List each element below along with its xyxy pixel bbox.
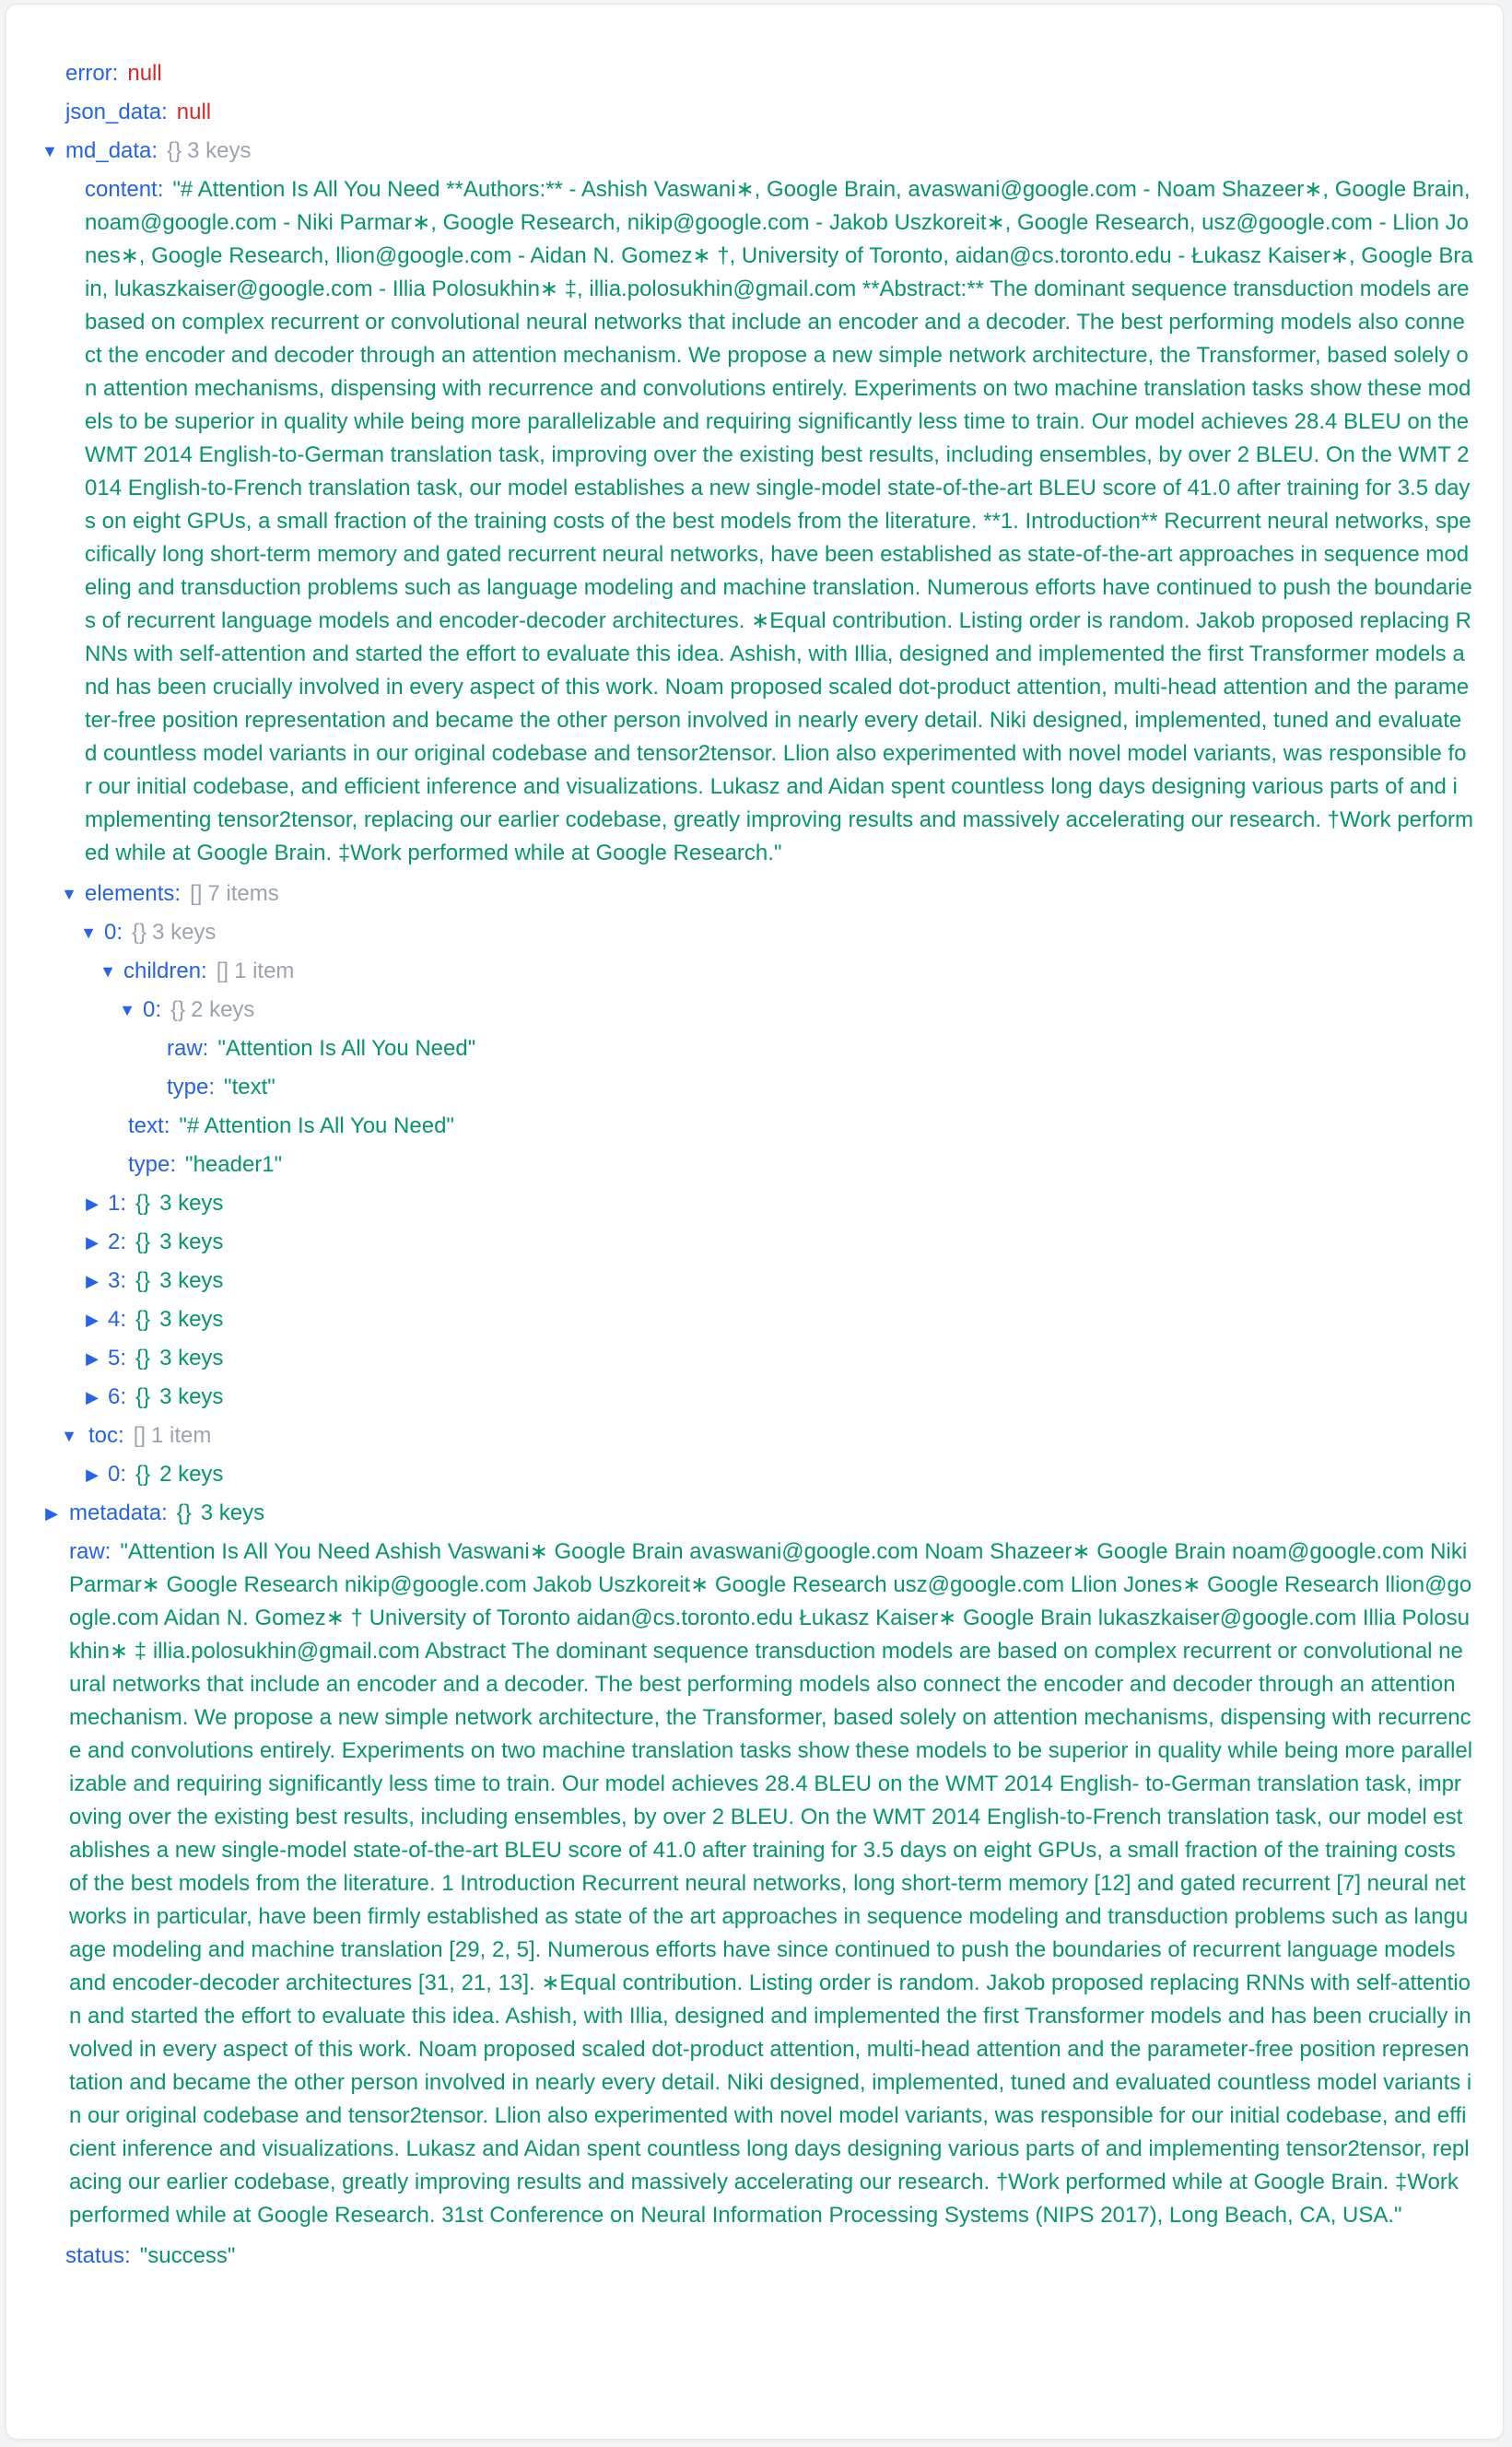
json-node-element-5[interactable]: ▶ 5: {} 3 keys	[6, 1339, 1499, 1378]
child-count: 2 keys	[159, 1462, 224, 1487]
json-string-value: "Attention Is All You Need Ashish Vaswani∗ Google Brain avaswani@google.com Noam Shazeer∗ Google Brain noam@google.com Niki Parmar∗ Google Research nikip@google.com Jakob Uszkoreit∗ Google Research usz@google.com Llion Jones∗ Google Research llion@google.com Aidan N. Gomez∗ † University of Toronto aidan@cs.toronto.edu Łukasz Kaiser∗ Google Brain lukaszkaiser@google.com Illia Polosukhin∗ ‡ illia.polosukhin@gmail.com Abstract The dominant sequence transduction models are based on complex recurrent or convolutional neural networks that include an encoder and a decoder. The best performing models also connect the encoder and decoder through an attention mechanism. We propose a new simple network architecture, the Transformer, based solely on attention mechanisms, dispensing with recurrence and convolutions entirely. Experiments on two machine translation tasks show these models to be superior in quality while being more parallelizable and requiring significantly less time to train. Our model achieves 28.4 BLEU on the WMT 2014 English- to-German translation task, improving over the existing best results, including ensembles, by over 2 BLEU. On the WMT 2014 English-to-French translation task, our model establishes a new single-model state-of-the-art BLEU score of 41.0 after training for 3.5 days on eight GPUs, a small fraction of the training costs of the best models from the literature. 1 Introduction Recurrent neural networks, long short-term memory [12] and gated recurrent [7] neural networks in particular, have been firmly established as state of the art approaches in sequence modeling and transduction problems such as language modeling and machine translation [29, 2, 5]. Numerous efforts have since continued to push the boundaries of recurrent language models and encoder-decoder architectures [31, 21, 13]. ∗Equal contribution. Listing order is random. Jakob proposed replacing RNNs with self-attention and started the effort to evaluate this idea. Ashish, with Illia, designed and implemented the first Transformer models and has been crucially involved in every aspect of this work. Noam proposed scaled dot-product attention, multi-head attention and the parameter-free position representation and became the other person involved in nearly every detail. Niki designed, implemented, tuned and evaluated countless model variants in our original codebase and tensor2tensor. Llion also experimented with novel model variants, was responsible for our initial codebase, and efficient inference and visualizations. Lukasz and Aidan spent countless long days designing various parts of and implementing tensor2tensor, replacing our earlier codebase, greatly improving results and massively accelerating our research. †Work performed while at Google Brain. ‡Work performed while at Google Research. 31st Conference on Neural Information Processing Systems (NIPS 2017), Long Beach, CA, USA."	[69, 1539, 1473, 2228]
child-count: 3 keys	[159, 1346, 224, 1371]
child-count: 2 keys	[191, 997, 255, 1022]
json-node-toc[interactable]: ▼ toc: [] 1 item	[6, 1417, 1499, 1455]
caret-right-icon[interactable]: ▶	[45, 1504, 58, 1523]
child-count: 3 keys	[159, 1229, 224, 1254]
json-node-element-0[interactable]: ▼ 0: {} 3 keys	[6, 913, 1499, 952]
caret-down-icon[interactable]: ▼	[41, 142, 58, 160]
json-string-value: "header1"	[185, 1152, 283, 1177]
json-key: 1	[108, 1191, 121, 1216]
json-string-value: "text"	[224, 1075, 275, 1100]
json-node-child-0[interactable]: ▼ 0: {} 2 keys	[6, 991, 1499, 1029]
json-row-raw: raw: "Attention Is All You Need Ashish Vaswani∗ Google Brain avaswani@google.com Noam Shazeer∗ Google Brain noam@google.com Niki Parmar∗ Google Research nikip@google.com Jakob Uszkoreit∗ Google Research usz@google.com Llion Jones∗ Google Research llion@google.com Aidan N. Gomez∗ † University of Toronto aidan@cs.toronto.edu Łukasz Kaiser∗ Google Brain lukaszkaiser@google.com Illia Polosukhin∗ ‡ illia.polosukhin@gmail.com Abstract The dominant sequence transduction models are based on complex recurrent or convolutional neural networks that include an encoder and a decoder. The best performing models also connect the encoder and decoder through an attention mechanism. We propose a new simple network architecture, the Transformer, based solely on attention mechanisms, dispensing with recurrence and convolutions entirely. Experiments on two machine translation tasks show these models to be superior in quality while being more parallelizable and requiring significantly less time to train. Our model achieves 28.4 BLEU on the WMT 2014 English- to-German translation task, improving over the existing best results, including ensembles, by over 2 BLEU. On the WMT 2014 English-to-French translation task, our model establishes a new single-model state-of-the-art BLEU score of 41.0 after training for 3.5 days on eight GPUs, a small fraction of the training costs of the best models from the literature. 1 Introduction Recurrent neural networks, long short-term memory [12] and gated recurrent [7] neural networks in particular, have been firmly established as state of the art approaches in sequence modeling and transduction problems such as language modeling and machine translation [29, 2, 5]. Numerous efforts have since continued to push the boundaries of recurrent language models and encoder-decoder architectures [31, 21, 13]. ∗Equal contribution. Listing order is random. Jakob proposed replacing RNNs with self-attention and started the effort to evaluate this idea. Ashish, with Illia, designed and implemented the first Transformer models and has been crucially involved in every aspect of this work. Noam proposed scaled dot-product attention, multi-head attention and the parameter-free position representation and became the other person involved in nearly every detail. Niki designed, implemented, tuned and evaluated countless model variants in our original codebase and tensor2tensor. Llion also experimented with novel model variants, was responsible for our initial codebase, and efficient inference and visualizations. Lukasz and Aidan spent countless long days designing various parts of and implementing tensor2tensor, replacing our earlier codebase, greatly improving results and massively accelerating our research. †Work performed while at Google Brain. ‡Work performed while at Google Research. 31st Conference on Neural Information Processing Systems (NIPS 2017), Long Beach, CA, USA."	[69, 1539, 1473, 2228]
json-string-value: "# Attention Is All You Need **Authors:** - Ashish Vaswani∗, Google Brain, avaswani@google.com - Noam Shazeer∗, Google Brain, noam@google.com - Niki Parmar∗, Google Research, nikip@google.com - Jakob Uszkoreit∗, Google Research, usz@google.com - Llion Jones∗, Google Research, llion@google.com - Aidan N. Gomez∗ †, University of Toronto, aidan@cs.toronto.edu - Łukasz Kaiser∗, Google Brain, lukaszkaiser@google.com - Illia Polosukhin∗ ‡, illia.polosukhin@gmail.com **Abstract:** The dominant sequence transduction models are based on complex recurrent or convolutional neural networks that include an encoder and a decoder. The best performing models also connect the encoder and decoder through an attention mechanism. We propose a new simple network architecture, the Transformer, based solely on attention mechanisms, dispensing with recurrence and convolutions entirely. Experiments on two machine translation tasks show these models to be superior in quality while being more parallelizable and requiring significantly less time to train. Our model achieves 28.4 BLEU on the WMT 2014 English-to-German translation task, improving over the existing best results, including ensembles, by over 2 BLEU. On the WMT 2014 English-to-French translation task, our model establishes a new single-model state-of-the-art BLEU score of 41.0 after training for 3.5 days on eight GPUs, a small fraction of the training costs of the best models from the literature. **1. Introduction** Recurrent neural networks, specifically long short-term memory and gated recurrent neural networks, have been established as state-of-the-art approaches in sequence modeling and transduction problems such as language modeling and machine translation. Numerous efforts have continued to push the boundaries of recurrent language models and encoder-decoder architectures. ∗Equal contribution. Listing order is random. Jakob proposed replacing RNNs with self-attention and started the effort to evaluate this idea. Ashish, with Illia, designed and implemented the first Transformer models and has been crucially involved in every aspect of this work. Noam proposed scaled dot-product attention, multi-head attention and the parameter-free position representation and became the other person involved in nearly every detail. Niki designed, implemented, tuned and evaluated countless model variants in our original codebase and tensor2tensor. Llion also experimented with novel model variants, was responsible for our initial codebase, and efficient inference and visualizations. Lukasz and Aidan spent countless long days designing various parts of and implementing tensor2tensor, replacing our earlier codebase, greatly improving results and massively accelerating our research. †Work performed while at Google Brain. ‡Work performed while at Google Research."	[85, 177, 1473, 865]
json-node-md-data[interactable]: ▼ md_data: {} 3 keys	[6, 132, 1499, 171]
json-node-element-6[interactable]: ▶ 6: {} 3 keys	[6, 1378, 1499, 1417]
json-tree	[6, 54, 1499, 2276]
object-brace: {}	[176, 1500, 192, 1525]
caret-right-icon[interactable]: ▶	[86, 1272, 99, 1290]
caret-down-icon[interactable]: ▼	[100, 962, 116, 981]
child-count: 1 item	[234, 959, 295, 983]
json-row-error: error: null	[65, 61, 162, 86]
json-key: md_data	[65, 138, 152, 163]
child-count: 3 keys	[200, 1500, 265, 1525]
child-count: 3 keys	[159, 1384, 224, 1409]
json-key: metadata	[69, 1500, 162, 1525]
caret-down-icon[interactable]: ▼	[61, 1427, 77, 1445]
json-row-type: type: "header1"	[128, 1152, 283, 1177]
json-row-text: text: "# Attention Is All You Need"	[128, 1113, 454, 1138]
json-key: elements	[85, 881, 175, 906]
child-count: 3 keys	[159, 1191, 224, 1216]
json-node-children[interactable]: ▼ children: [] 1 item	[6, 952, 1499, 991]
child-count: 3 keys	[152, 920, 217, 945]
caret-right-icon[interactable]: ▶	[86, 1349, 99, 1368]
json-key: text	[128, 1113, 164, 1138]
json-row-type: type: "text"	[167, 1075, 275, 1100]
json-node-elements[interactable]: ▼ elements: [] 7 items	[6, 875, 1499, 913]
json-node-element-3[interactable]: ▶ 3: {} 3 keys	[6, 1262, 1499, 1300]
object-brace: {}	[135, 1346, 151, 1371]
child-count: 3 keys	[187, 138, 252, 163]
json-key: 0	[108, 1462, 121, 1487]
json-key: 3	[108, 1268, 121, 1293]
caret-down-icon[interactable]: ▼	[61, 885, 77, 903]
json-key: children	[123, 959, 202, 983]
json-key: type	[167, 1075, 209, 1100]
json-key: type	[128, 1152, 170, 1177]
object-brace: {}	[135, 1462, 151, 1487]
json-string-value: "Attention Is All You Need"	[217, 1036, 476, 1061]
json-key: 4	[108, 1307, 121, 1332]
json-key: 0	[143, 997, 156, 1022]
json-string-value: "# Attention Is All You Need"	[179, 1113, 454, 1138]
caret-right-icon[interactable]: ▶	[86, 1388, 99, 1406]
json-key: content	[85, 177, 158, 202]
caret-down-icon[interactable]: ▼	[119, 1001, 135, 1019]
caret-down-icon[interactable]: ▼	[80, 924, 97, 942]
json-string-value: "success"	[139, 2243, 236, 2268]
json-key: raw	[167, 1036, 203, 1061]
child-count: 3 keys	[159, 1268, 224, 1293]
json-key: 5	[108, 1346, 121, 1371]
object-brace: {}	[135, 1191, 151, 1216]
json-viewer-panel	[6, 4, 1504, 2440]
caret-right-icon[interactable]: ▶	[86, 1194, 99, 1213]
json-node-element-2[interactable]: ▶ 2: {} 3 keys	[6, 1223, 1499, 1262]
object-brace: {}	[135, 1268, 151, 1293]
caret-right-icon[interactable]: ▶	[86, 1311, 99, 1329]
json-node-toc-0[interactable]: ▶ 0: {} 2 keys	[6, 1455, 1499, 1494]
json-key: 0	[104, 920, 117, 945]
caret-right-icon[interactable]: ▶	[86, 1233, 99, 1252]
json-key: 6	[108, 1384, 121, 1409]
json-key: toc	[88, 1423, 119, 1448]
json-null-value: null	[176, 100, 212, 124]
json-node-element-1[interactable]: ▶ 1: {} 3 keys	[6, 1184, 1499, 1223]
array-brace: []	[133, 1423, 147, 1448]
json-key: status	[65, 2243, 125, 2268]
json-key: error	[65, 61, 112, 86]
json-row-json-data: json_data: null	[65, 100, 212, 124]
object-brace: {}	[135, 1307, 151, 1332]
json-node-element-4[interactable]: ▶ 4: {} 3 keys	[6, 1300, 1499, 1339]
child-count: 7 items	[207, 881, 279, 906]
json-node-metadata[interactable]: ▶ metadata: {} 3 keys	[6, 1494, 1499, 1533]
child-count: 1 item	[151, 1423, 212, 1448]
child-count: 3 keys	[159, 1307, 224, 1332]
object-brace: {}	[170, 997, 186, 1022]
json-row-content: content: "# Attention Is All You Need **Authors:** - Ashish Vaswani∗, Google Brain, avaswani@google.com - Noam Shazeer∗, Google Brain, noam@google.com - Niki Parmar∗, Google Research, nikip@google.com - Jakob Uszkoreit∗, Google Research, usz@google.com - Llion Jones∗, Google Research, llion@google.com - Aidan N. Gomez∗ †, University of Toronto, aidan@cs.toronto.edu - Łukasz Kaiser∗, Google Brain, lukaszkaiser@google.com - Illia Polosukhin∗ ‡, illia.polosukhin@gmail.com **Abstract:** The dominant sequence transduction models are based on complex recurrent or convolutional neural networks that include an encoder and a decoder. The best performing models also connect the encoder and decoder through an attention mechanism. We propose a new simple network architecture, the Transformer, based solely on attention mechanisms, dispensing with recurrence and convolutions entirely. Experiments on two machine translation tasks show these models to be superior in quality while being more parallelizable and requiring significantly less time to train. Our model achieves 28.4 BLEU on the WMT 2014 English-to-German translation task, improving over the existing best results, including ensembles, by over 2 BLEU. On the WMT 2014 English-to-French translation task, our model establishes a new single-model state-of-the-art BLEU score of 41.0 after training for 3.5 days on eight GPUs, a small fraction of the training costs of the best models from the literature. **1. Introduction** Recurrent neural networks, specifically long short-term memory and gated recurrent neural networks, have been established as state-of-the-art approaches in sequence modeling and transduction problems such as language modeling and machine translation. Numerous efforts have continued to push the boundaries of recurrent language models and encoder-decoder architectures. ∗Equal contribution. Listing order is random. Jakob proposed replacing RNNs with self-attention and started the effort to evaluate this idea. Ashish, with Illia, designed and implemented the first Transformer models and has been crucially involved in every aspect of this work. Noam proposed scaled dot-product attention, multi-head attention and the parameter-free position representation and became the other person involved in nearly every detail. Niki designed, implemented, tuned and evaluated countless model variants in our original codebase and tensor2tensor. Llion also experimented with novel model variants, was responsible for our initial codebase, and efficient inference and visualizations. Lukasz and Aidan spent countless long days designing various parts of and implementing tensor2tensor, replacing our earlier codebase, greatly improving results and massively accelerating our research. †Work performed while at Google Brain. ‡Work performed while at Google Research."	[85, 177, 1473, 865]
object-brace: {}	[135, 1229, 151, 1254]
object-brace: {}	[135, 1384, 151, 1409]
json-row-raw: raw: "Attention Is All You Need"	[167, 1036, 476, 1061]
caret-right-icon[interactable]: ▶	[86, 1465, 99, 1484]
json-key: 2	[108, 1229, 121, 1254]
json-key: json_data	[65, 100, 162, 124]
json-row-status: status: "success"	[65, 2243, 236, 2268]
object-brace: {}	[132, 920, 147, 945]
json-null-value: null	[127, 61, 162, 86]
object-brace: {}	[167, 138, 182, 163]
array-brace: []	[216, 959, 229, 983]
array-brace: []	[190, 881, 203, 906]
json-key: raw	[69, 1539, 105, 1564]
